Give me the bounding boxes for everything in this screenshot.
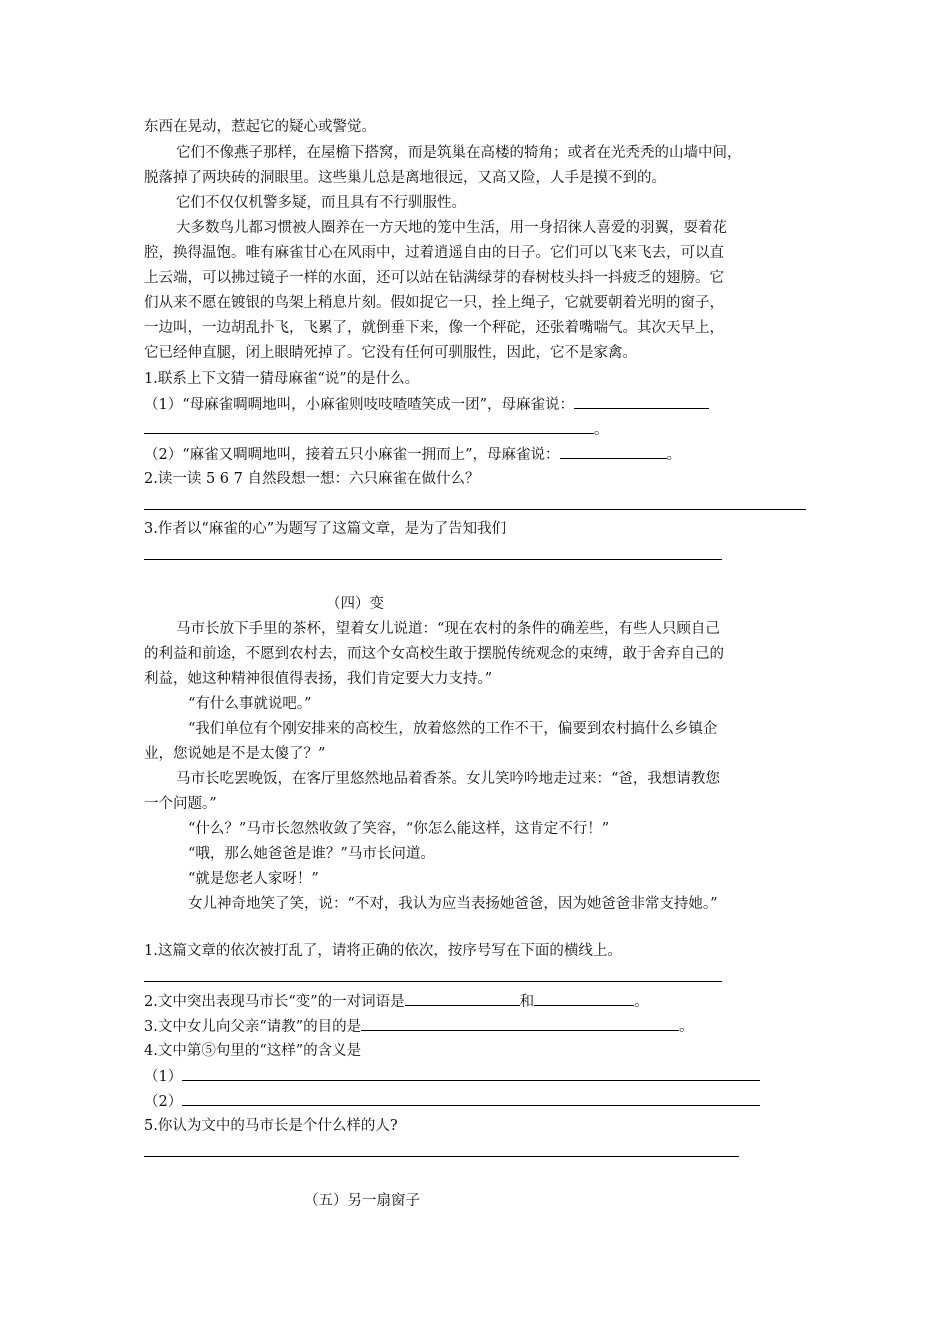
question-3: 3.作者以“麻雀的心”为题写了这篇文章，是为了告知我们	[144, 521, 507, 537]
question-1a-cont	[144, 417, 806, 442]
answer-blank[interactable]	[361, 1014, 679, 1031]
answer-blank[interactable]	[182, 1089, 760, 1106]
question-4b	[144, 1089, 806, 1114]
question-1: 1.这篇文章的依次被打乱了，请将正确的依次，按序号写在下面的横线上。	[144, 943, 622, 959]
question-3	[144, 1014, 806, 1039]
answer-line[interactable]	[144, 509, 806, 510]
question-4b-label: （2）	[144, 1094, 183, 1110]
answer-line[interactable]	[144, 1156, 739, 1157]
question-5: 5.你认为文中的马市长是个什么样的人?	[144, 1118, 398, 1134]
question-2: 2.读一读 5 6 7 自然段想一想：六只麻雀在做什么？	[144, 471, 480, 487]
question-2-text: 2.文中突出表现马市长“变”的一对词语是	[144, 994, 405, 1010]
answer-line[interactable]	[144, 981, 722, 982]
paragraph-line: 利益，她这种精神很值得表扬，我们肯定要大力支持。”	[144, 671, 493, 687]
answer-blank[interactable]	[405, 989, 520, 1006]
paragraph-line: “有什么事就说吧。”	[188, 696, 312, 712]
period: 。	[679, 1019, 694, 1035]
question-4: 4.文中第⑤句里的“这样”的含义是	[144, 1043, 362, 1059]
and-text: 和	[519, 994, 535, 1010]
question-3-text: 3.文中女儿向父亲“请教”的目的是	[144, 1019, 362, 1035]
question-2	[144, 989, 806, 1014]
paragraph-line: 它们不仅仅机警多疑，而且具有不行驯服性。	[176, 195, 466, 211]
answer-line[interactable]	[144, 559, 722, 560]
paragraph-line: 一边叫，一边胡乱扑飞，飞累了，就倒垂下来，像一个秤砣，还张着嘴喘气。其次天早上，	[144, 320, 724, 336]
paragraph-line: 业，您说她是不是太傻了？”	[144, 746, 326, 762]
section-title: （四）变	[326, 596, 384, 612]
question-4a-label: （1）	[144, 1069, 183, 1085]
paragraph-line: 它们不像燕子那样，在屋檐下搭窝，而是筑巢在高楼的犄角；或者在光秃秃的山墙中间，	[176, 145, 742, 161]
question-1a-text: （1）“母麻雀啁啁地叫，小麻雀则吱吱喳喳笑成一团”，母麻雀说：	[144, 397, 575, 413]
question-1: 1.联系上下文猜一猜母麻雀“说”的是什么。	[144, 371, 420, 387]
paragraph-line: 一个问题。”	[144, 796, 217, 812]
period: 。	[594, 422, 609, 438]
paragraph-line: “就是您老人家呀！”	[188, 871, 319, 887]
paragraph-line: “我们单位有个刚安排来的高校生，放着悠然的工作不干，偏要到农村搞什么乡镇企	[188, 721, 718, 737]
paragraph-line: 们从来不愿在镀银的鸟架上稍息片刻。假如捉它一只，拴上绳子，它就要朝着光明的窗子，	[144, 295, 724, 311]
question-1a	[144, 392, 806, 417]
answer-blank[interactable]	[534, 989, 634, 1006]
paragraph-line: 它已经伸直腿，闭上眼睛死掉了。它没有任何可驯服性，因此，它不是家禽。	[144, 345, 637, 361]
paragraph-line: “哦，那么她爸爸是谁？”马市长问道。	[188, 846, 435, 862]
question-1b	[144, 442, 806, 467]
paragraph-line: 马市长放下手里的茶杯，望着女儿说道：“现在农村的条件的确差些，有些人只顾自己	[176, 621, 720, 637]
paragraph-line: 女儿神奇地笑了笑，说：“不对，我认为应当表扬她爸爸，因为她爸爸非常支持她。”	[188, 896, 718, 912]
paragraph-line: 东西在晃动，惹起它的疑心或警觉。	[144, 119, 376, 135]
paragraph-line: 腔，换得温饱。唯有麻雀甘心在风雨中，过着逍遥自由的日子。它们可以飞来飞去，可以直	[144, 245, 724, 261]
paragraph-line: 脱落掉了两块砖的洞眼里。这些巢儿总是离地很远，又高又险，人手是摸不到的。	[144, 170, 666, 186]
paragraph-line: 大多数鸟儿都习惯被人圈养在一方天地的笼中生活，用一身招徕人喜爱的羽翼，耍着花	[176, 220, 727, 236]
answer-blank[interactable]	[144, 417, 594, 434]
question-4a	[144, 1064, 806, 1089]
question-1b-text: （2）“麻雀又啁啁地叫，接着五只小麻雀一拥而上”，母麻雀说：	[144, 447, 560, 463]
answer-blank[interactable]	[574, 392, 709, 409]
answer-blank[interactable]	[182, 1064, 760, 1081]
paragraph-line: 的利益和前途，不愿到农村去，而这个女高校生敢于摆脱传统观念的束缚，敢于舍弃自己的	[144, 646, 724, 662]
period: 。	[634, 994, 649, 1010]
paragraph-line: 马市长吃罢晚饭，在客厅里悠然地品着香茶。女儿笑吟吟地走过来：“爸，我想请教您	[176, 771, 720, 787]
paragraph-line: “什么？”马市长忽然收敛了笑容，“你怎么能这样，这肯定不行！”	[188, 821, 610, 837]
paragraph-line: 上云端，可以拂过镜子一样的水面，还可以站在钻满绿芽的春树枝头抖一抖疲乏的翅膀。它	[144, 270, 724, 286]
section-title: （五）另一扇窗子	[304, 1193, 420, 1209]
answer-blank[interactable]	[560, 442, 667, 459]
period: 。	[666, 447, 682, 463]
